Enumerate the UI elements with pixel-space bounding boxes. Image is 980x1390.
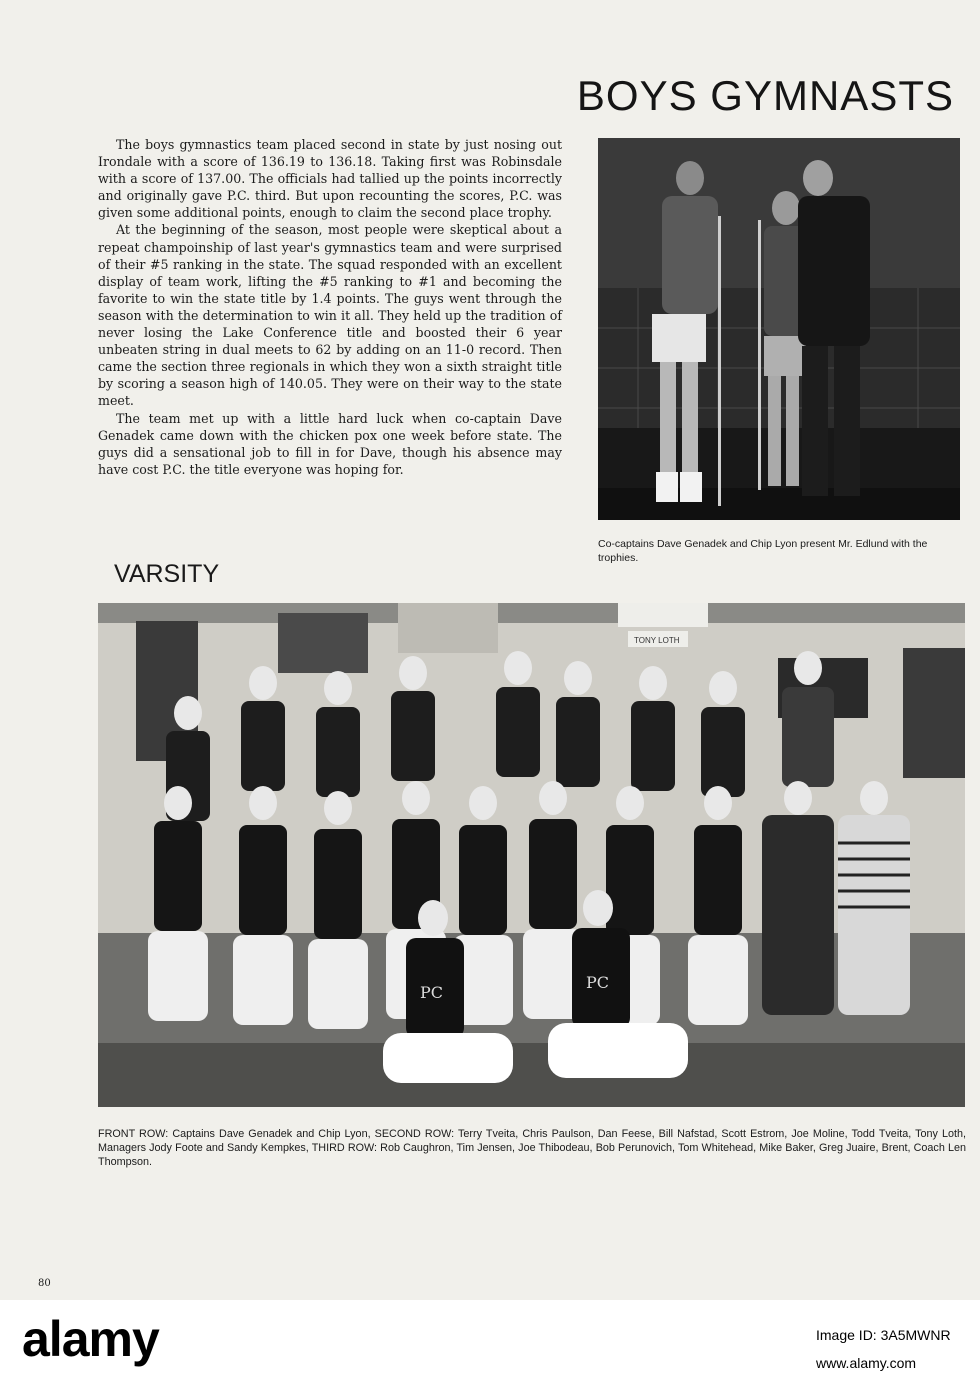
trophy-photo-illustration — [598, 138, 960, 520]
alamy-logo: alamy — [22, 1311, 159, 1367]
image-id-label: Image ID: 3A5MWNR — [816, 1327, 951, 1343]
site-url: www.alamy.com — [816, 1355, 917, 1371]
page-number: 80 — [38, 1278, 51, 1289]
article-paragraph-1: The boys gymnastics team placed second in state by just nosing out Irondale with a score of 136.19 to 136.18. Taking first was Robinsdale with a score of 137.00. The officials had tallied up the points incorrectly and originally gave P.C. third. But upon recounting the scores, P.C. was given some additional points, enough to claim the second place trophy. — [98, 137, 562, 221]
varsity-photo-caption: FRONT ROW: Captains Dave Genadek and Chip Lyon, SECOND ROW: Terry Tveita, Chris Paulson, Dan Feese, Bill Nafstad, Scott Estrom, Joe Moline, Todd Tveita, Tony Loth, Managers Jody Foote and Sandy Kempkes, THIRD ROW: Rob Caughron, Tim Jensen, Joe Thibodeau, Bob Perunovich, Tom Whitehead, Mike Baker, Greg Juaire, Brent, Coach Len Thompson. — [98, 1128, 966, 1169]
jersey-letters-1: PC — [420, 983, 444, 1002]
varsity-heading: VARSITY — [114, 560, 220, 588]
varsity-team-photo — [98, 603, 965, 1107]
trophy-presentation-photo — [598, 138, 960, 520]
jersey-letters-2: PC — [586, 973, 610, 992]
article-body — [98, 136, 562, 478]
team-photo-illustration — [98, 603, 965, 1107]
article-paragraph-2: At the beginning of the season, most people were skeptical about a repeat champoinship of last year's gymnastics team and were surprised of their #5 ranking in the state. The squad responded with an excellent display of team work, lifting the #5 ranking to #1 and becoming the favorite to win the state title by 1.4 points. The guys went through the season with the determination to win it all. They held up the tradition of never losing the Lake Conference title and boosted their 6 year unbeaten string in dual meets to 62 by adding on an 11-0 record. Then came the section three regionals in which they won a sixth straight title by scoring a season high of 140.05. They were on their way to the state meet. — [98, 222, 562, 409]
trophy-photo-caption: Co-captains Dave Genadek and Chip Lyon present Mr. Edlund with the trophies. — [598, 538, 928, 564]
article-paragraph-3: The team met up with a little hard luck when co-captain Dave Genadek came down with the chicken pox one week before state. The guys did a sensational job to fill in for Dave, though his absence may have cost P.C. the title everyone was hoping for. — [98, 410, 562, 477]
wall-sign-text: TONY LOTH — [634, 636, 680, 645]
page-title: BOYS GYMNASTS — [576, 72, 954, 119]
